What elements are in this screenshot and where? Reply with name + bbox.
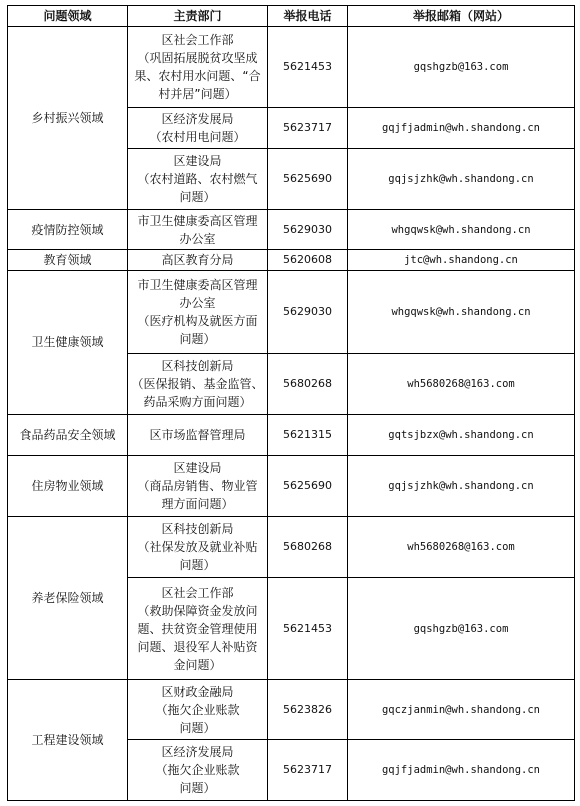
email-cell: wh5680268@163.com <box>348 354 575 415</box>
email-cell: gqjfjadmin@wh.shandong.cn <box>348 108 575 149</box>
phone-cell: 5629030 <box>268 209 348 250</box>
department-line: 市卫生健康委高区管理 <box>137 213 258 228</box>
department-line: 区社会工作部 <box>161 33 234 48</box>
department-cell <box>128 354 268 415</box>
email-cell: wh5680268@163.com <box>348 516 575 578</box>
department-line: 问题） <box>179 558 216 572</box>
table-row <box>8 680 575 740</box>
department-line: 题、扶贫资金管理使用 <box>137 621 258 636</box>
header-phone: 举报电话 <box>268 6 348 27</box>
department-line: （商品房销售、物业管 <box>137 478 258 493</box>
field-cell: 疫情防控领域 <box>8 209 128 250</box>
phone-cell: 5621315 <box>268 414 348 455</box>
department-cell <box>128 680 268 740</box>
phone-cell: 5629030 <box>268 270 348 353</box>
department-line: （医保报销、基金监管、 <box>131 377 264 391</box>
department-line: 办公室 <box>179 231 216 246</box>
department-line: 区建设局 <box>173 153 222 168</box>
email-cell: gqtsjbzx@wh.shandong.cn <box>348 414 575 455</box>
email-cell: gqshgzb@163.com <box>348 578 575 680</box>
email-cell: gqjfjadmin@wh.shandong.cn <box>348 739 575 800</box>
department-line: 区社会工作部 <box>161 585 234 600</box>
department-line: （农村用电问题） <box>149 130 246 145</box>
email-cell: jtc@wh.shandong.cn <box>348 250 575 270</box>
field-cell: 教育领域 <box>8 250 128 270</box>
department-line: （救助保障资金发放问 <box>137 603 258 618</box>
email-cell: gqjsjzhk@wh.shandong.cn <box>348 455 575 516</box>
table-row <box>8 414 575 455</box>
department-line: 金问题） <box>173 657 222 672</box>
table-row <box>8 455 575 516</box>
report-contact-table <box>7 5 575 801</box>
field-cell: 食品药品安全领域 <box>8 414 128 455</box>
department-line: 区财政金融局 <box>161 684 234 699</box>
department-line: （拖欠企业账款 <box>155 762 240 777</box>
department-cell <box>128 148 268 209</box>
department-cell <box>128 455 268 516</box>
department-line: 药品采购方面问题） <box>143 395 252 409</box>
email-cell: gqjsjzhk@wh.shandong.cn <box>348 148 575 209</box>
field-cell: 卫生健康领域 <box>8 270 128 414</box>
department-line: 区经济发展局 <box>161 112 234 127</box>
phone-cell: 5621453 <box>268 27 348 108</box>
email-cell: whgqwsk@wh.shandong.cn <box>348 209 575 250</box>
phone-cell: 5620608 <box>268 250 348 270</box>
phone-cell: 5680268 <box>268 354 348 415</box>
phone-cell: 5623826 <box>268 680 348 740</box>
phone-cell: 5680268 <box>268 516 348 578</box>
table-header-row <box>8 6 575 27</box>
table-row <box>8 270 575 353</box>
header-field: 问题领域 <box>8 6 128 27</box>
header-email: 举报邮箱（网站） <box>348 6 575 27</box>
email-cell: gqshgzb@163.com <box>348 27 575 108</box>
department-line: （农村道路、农村燃气 <box>137 171 258 186</box>
phone-cell: 5621453 <box>268 578 348 680</box>
department-cell <box>128 27 268 108</box>
department-line: 区科技创新局 <box>161 359 234 373</box>
department-line: 村并居”问题） <box>158 87 237 102</box>
department-line: （医疗机构及就医方面 <box>137 313 258 328</box>
department-cell <box>128 414 268 455</box>
department-line: 问题） <box>179 331 216 346</box>
department-line: 理方面问题） <box>161 496 234 511</box>
department-line: 办公室 <box>179 295 216 310</box>
department-line: 问题、退役军人补贴资 <box>137 639 258 654</box>
field-cell: 住房物业领域 <box>8 455 128 516</box>
department-cell <box>128 108 268 149</box>
department-cell <box>128 516 268 578</box>
department-line: 区建设局 <box>173 460 222 475</box>
field-cell: 养老保险领域 <box>8 516 128 680</box>
table-row <box>8 209 575 250</box>
phone-cell: 5625690 <box>268 148 348 209</box>
department-cell <box>128 739 268 800</box>
department-line: （巩固拓展脱贫攻坚成 <box>137 51 258 66</box>
department-cell <box>128 209 268 250</box>
department-line: 果、农村用水问题、“合 <box>134 69 261 84</box>
phone-cell: 5623717 <box>268 108 348 149</box>
field-cell: 乡村振兴领域 <box>8 27 128 210</box>
table-row <box>8 516 575 578</box>
department-line: 区市场监督管理局 <box>149 427 246 442</box>
table-body <box>8 27 575 801</box>
department-line: 问题） <box>179 780 216 795</box>
department-cell <box>128 578 268 680</box>
department-line: 问题） <box>179 720 216 735</box>
email-cell: gqczjanmin@wh.shandong.cn <box>348 680 575 740</box>
table-row <box>8 250 575 270</box>
table-row <box>8 27 575 108</box>
department-line: 区科技创新局 <box>161 522 234 536</box>
department-cell <box>128 250 268 270</box>
department-line: 高区教育分局 <box>161 253 234 268</box>
department-line: （社保发放及就业补贴 <box>137 540 258 554</box>
department-line: 问题） <box>179 189 216 204</box>
department-line: 区经济发展局 <box>161 744 234 759</box>
department-line: 市卫生健康委高区管理 <box>137 277 258 292</box>
header-department: 主责部门 <box>128 6 268 27</box>
department-line: （拖欠企业账款 <box>155 702 240 717</box>
phone-cell: 5625690 <box>268 455 348 516</box>
phone-cell: 5623717 <box>268 739 348 800</box>
email-cell: whgqwsk@wh.shandong.cn <box>348 270 575 353</box>
field-cell: 工程建设领域 <box>8 680 128 801</box>
department-cell <box>128 270 268 353</box>
